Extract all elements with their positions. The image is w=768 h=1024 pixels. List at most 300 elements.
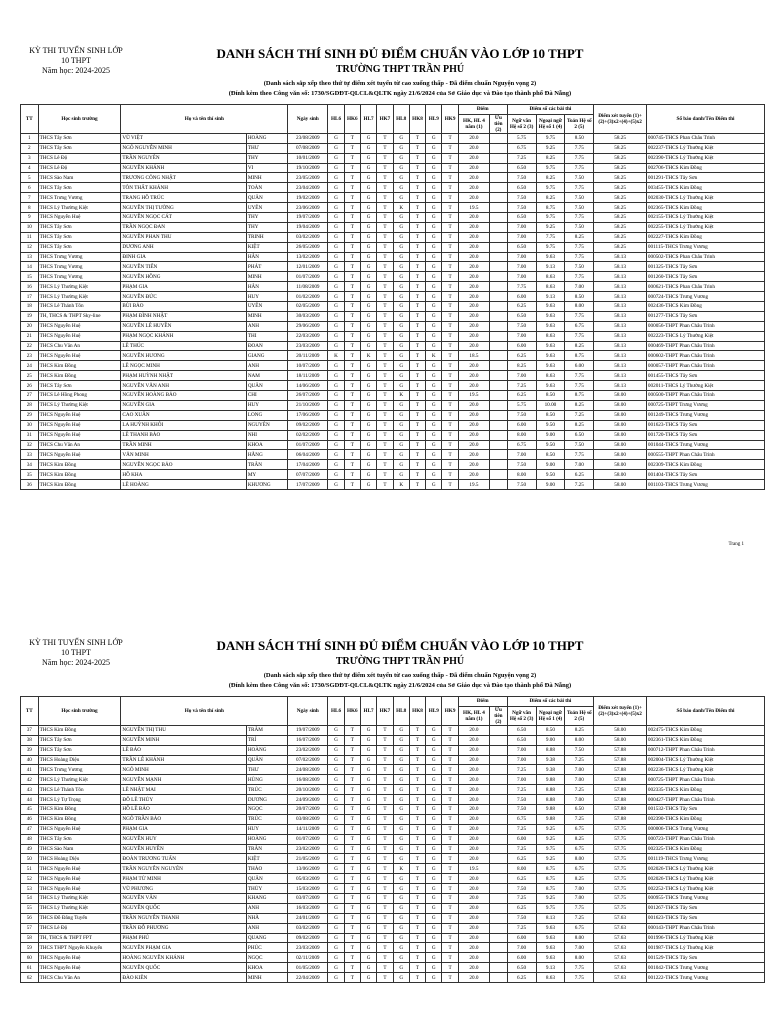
row-school: THCS Nguyễn Huệ [38, 864, 121, 874]
row-firstname: THƯ [246, 765, 287, 775]
row-xettuyen: 57.75 [594, 834, 647, 844]
col-tt: TT [21, 105, 39, 134]
row-hkhl: 20.0 [458, 133, 489, 143]
row-hl8: G [393, 153, 409, 163]
row-toan: 7.25 [565, 480, 594, 490]
table-row [21, 321, 765, 331]
row-hk7: T [377, 282, 393, 292]
row-toan: 8.25 [565, 725, 594, 735]
row-toan: 6.50 [565, 430, 594, 440]
row-firstname: NHI [246, 430, 287, 440]
row-dob: 23/02/2009 [288, 745, 328, 755]
row-xettuyen: 58.25 [594, 213, 647, 223]
row-hkhl: 20.0 [458, 331, 489, 341]
row-hk9: T [442, 143, 458, 153]
row-hl6: G [328, 460, 344, 470]
row-toan: 6.75 [565, 923, 594, 933]
row-hk9: T [442, 973, 458, 983]
row-nguvan: 7.50 [507, 321, 536, 331]
row-sbd: 003455-THCS Kim Đồng [646, 183, 764, 193]
row-hk9: T [442, 834, 458, 844]
table-row [21, 331, 765, 341]
row-hk6: T [344, 361, 360, 371]
row-hl9: G [426, 785, 442, 795]
row-hk6: T [344, 933, 360, 943]
table-row [21, 973, 765, 983]
row-lastname: TRẦN ĐỖ PHƯƠNG [121, 923, 246, 933]
row-firstname: THI [246, 331, 287, 341]
row-toan: 8.00 [565, 854, 594, 864]
row-hl9: G [426, 381, 442, 391]
row-toan: 7.75 [565, 272, 594, 282]
row-hk8: T [409, 805, 425, 815]
row-lastname: PHẠM HUỲNH NHẬT [121, 371, 246, 381]
col-sbd: Số báo danh/Tên Điểm thi [646, 697, 764, 726]
row-hk7: T [377, 973, 393, 983]
row-hk7: T [377, 755, 393, 765]
row-hk9: T [442, 331, 458, 341]
row-hl7: G [360, 262, 376, 272]
row-hl6: G [328, 470, 344, 480]
row-hk8: T [409, 844, 425, 854]
row-lastname: NGUYỄN NGỌC CÁT [121, 213, 246, 223]
row-xettuyen: 57.75 [594, 874, 647, 884]
row-school: THCS Lý Thường Kiệt [38, 282, 121, 292]
row-firstname: KHOA [246, 963, 287, 973]
row-sbd: 000143-THPT Phan Châu Trinh [646, 923, 764, 933]
row-toan: 7.75 [565, 252, 594, 262]
row-hk7: T [377, 133, 393, 143]
row-hl6: G [328, 864, 344, 874]
row-hkhl: 20.0 [458, 420, 489, 430]
row-toan: 6.25 [565, 470, 594, 480]
row-hl9: G [426, 430, 442, 440]
row-sbd: 002390-THCS Kim Đồng [646, 814, 764, 824]
row-school: THCS Tây Sơn [38, 222, 121, 232]
row-hl6: G [328, 302, 344, 312]
row-hk9: T [442, 824, 458, 834]
row-tt: 36 [21, 480, 39, 490]
col-group-thi: Điểm số các bài thi [507, 697, 594, 707]
row-hl7: G [360, 321, 376, 331]
row-hl6: G [328, 183, 344, 193]
col-hk8: HK8 [409, 105, 425, 134]
table-row [21, 864, 765, 874]
row-hk9: T [442, 222, 458, 232]
row-nguvan: 7.50 [507, 173, 536, 183]
row-hk9: T [442, 795, 458, 805]
row-sbd: 000955-THCS Trưng Vương [646, 894, 764, 904]
row-xettuyen: 57.75 [594, 854, 647, 864]
row-hl9: G [426, 973, 442, 983]
col-hk7: HK7 [377, 697, 393, 726]
row-hk6: T [344, 321, 360, 331]
row-hl7: G [360, 460, 376, 470]
row-dob: 01/02/2009 [288, 292, 328, 302]
row-dob: 20/07/2009 [288, 805, 328, 815]
row-hk8: T [409, 222, 425, 232]
row-dob: 02/02/2009 [288, 430, 328, 440]
row-uutien [490, 755, 508, 765]
row-hk6: T [344, 765, 360, 775]
col-ngoaingu: Ngoại ngữ Hệ số 1 (4) [536, 706, 565, 725]
row-xettuyen: 58.00 [594, 400, 647, 410]
row-uutien [490, 440, 508, 450]
row-firstname: HUY [246, 292, 287, 302]
row-hl6: G [328, 913, 344, 923]
row-nguvan: 6.00 [507, 341, 536, 351]
row-toan: 7.00 [565, 894, 594, 904]
row-hl9: G [426, 163, 442, 173]
row-hkhl: 20.0 [458, 302, 489, 312]
row-uutien [490, 213, 508, 223]
row-nguvan: 7.50 [507, 805, 536, 815]
table-row [21, 450, 765, 460]
row-hl9: G [426, 133, 442, 143]
row-hk6: T [344, 163, 360, 173]
row-hk9: T [442, 884, 458, 894]
row-hk6: T [344, 371, 360, 381]
row-hl9: G [426, 894, 442, 904]
row-hk8: T [409, 183, 425, 193]
row-sbd: 001325-THCS Tây Sơn [646, 262, 764, 272]
row-sbd: 001260-THCS Tây Sơn [646, 272, 764, 282]
row-hl7: G [360, 133, 376, 143]
row-hl8: G [393, 450, 409, 460]
row-hl8: G [393, 173, 409, 183]
col-nguvan: Ngữ văn Hệ số 2 (3) [507, 706, 536, 725]
row-uutien [490, 854, 508, 864]
row-ngoaingu: 8.25 [536, 173, 565, 183]
row-dob: 23/05/2009 [288, 173, 328, 183]
row-hk8: T [409, 973, 425, 983]
row-ngoaingu: 9.38 [536, 765, 565, 775]
row-hk8: T [409, 143, 425, 153]
row-hkhl: 20.0 [458, 450, 489, 460]
row-lastname: LA HUỲNH KHÔI [121, 420, 246, 430]
row-hkhl: 20.0 [458, 440, 489, 450]
row-toan: 7.25 [565, 410, 594, 420]
row-hl9: G [426, 450, 442, 460]
row-uutien [490, 420, 508, 430]
row-ngoaingu: 9.25 [536, 143, 565, 153]
row-toan: 7.50 [565, 222, 594, 232]
row-hk6: T [344, 745, 360, 755]
row-tt: 14 [21, 262, 39, 272]
row-hl8: G [393, 183, 409, 193]
row-xettuyen: 58.13 [594, 341, 647, 351]
note-reference: (Đính kèm theo Công văn số: 1730/SGDĐT-QLCL&QLTK ngày 21/6/2024 của Sở Giáo dục và Đào tạo thành phố Đà Nẵng) [228, 90, 572, 97]
row-hl8: G [393, 331, 409, 341]
row-school: THCS Nguyễn Huệ [38, 410, 121, 420]
row-hl9: G [426, 282, 442, 292]
row-school: THCS Lê Thánh Tôn [38, 785, 121, 795]
row-hkhl: 20.0 [458, 943, 489, 953]
row-hl7: G [360, 222, 376, 232]
row-dob: 16/07/2009 [288, 735, 328, 745]
row-toan: 8.25 [565, 400, 594, 410]
row-sbd: 001249-THCS Trưng Vương [646, 410, 764, 420]
row-ngoaingu: 9.00 [536, 480, 565, 490]
row-xettuyen: 58.13 [594, 351, 647, 361]
row-hkhl: 20.0 [458, 765, 489, 775]
row-hl9: G [426, 341, 442, 351]
row-hkhl: 20.0 [458, 844, 489, 854]
row-uutien [490, 232, 508, 242]
row-dob: 07/07/2009 [288, 470, 328, 480]
row-ngoaingu: 8.88 [536, 745, 565, 755]
row-toan: 8.25 [565, 341, 594, 351]
row-hl9: K [426, 351, 442, 361]
row-school: THCS Lý Thường Kiệt [38, 292, 121, 302]
row-uutien [490, 292, 508, 302]
row-uutien [490, 311, 508, 321]
row-nguvan: 6.50 [507, 163, 536, 173]
row-hl6: G [328, 361, 344, 371]
row-firstname: ANH [246, 361, 287, 371]
row-tt: 26 [21, 381, 39, 391]
row-hl6: G [328, 153, 344, 163]
row-ngoaingu: 9.13 [536, 963, 565, 973]
row-tt: 22 [21, 341, 39, 351]
row-hk6: T [344, 213, 360, 223]
row-hl7: G [360, 933, 376, 943]
row-hl9: G [426, 232, 442, 242]
row-hk8: T [409, 311, 425, 321]
table-row [21, 963, 765, 973]
row-firstname: KHOA [246, 440, 287, 450]
row-ngoaingu: 9.13 [536, 292, 565, 302]
row-tt: 16 [21, 282, 39, 292]
row-hkhl: 20.0 [458, 814, 489, 824]
table-row [21, 913, 765, 923]
row-xettuyen: 58.25 [594, 173, 647, 183]
row-tt: 25 [21, 371, 39, 381]
table-row [21, 153, 765, 163]
row-hl9: G [426, 805, 442, 815]
col-group-thi: Điểm số các bài thi [507, 105, 594, 115]
row-hl7: G [360, 272, 376, 282]
row-hl7: G [360, 874, 376, 884]
row-hkhl: 20.0 [458, 252, 489, 262]
col-hk6: HK6 [344, 697, 360, 726]
row-firstname: DƯƠNG [246, 795, 287, 805]
row-nguvan: 7.50 [507, 193, 536, 203]
row-hl6: G [328, 755, 344, 765]
row-school: THCS THPT Nguyễn Khuyến [38, 943, 121, 953]
row-hl6: G [328, 193, 344, 203]
row-hk8: T [409, 242, 425, 252]
table-row [21, 755, 765, 765]
row-hl8: G [393, 163, 409, 173]
row-dob: 09/02/2009 [288, 933, 328, 943]
row-school: THCS Kim Đồng [38, 460, 121, 470]
row-hl8: G [393, 824, 409, 834]
row-hk6: T [344, 440, 360, 450]
row-toan: 7.50 [565, 440, 594, 450]
row-lastname: LÊ THANH BẢO [121, 430, 246, 440]
row-dob: 23/03/2009 [288, 943, 328, 953]
row-hk7: T [377, 725, 393, 735]
row-xettuyen: 57.88 [594, 795, 647, 805]
col-xettuyen: Điểm xét tuyển (1)+(2)+(3)x2+(4)+(5)x2 [594, 697, 647, 726]
row-hk7: T [377, 903, 393, 913]
row-school: THCS Lê Độ [38, 153, 121, 163]
row-hk8: T [409, 913, 425, 923]
row-ngoaingu: 9.63 [536, 361, 565, 371]
row-sbd: 001044-THCS Trưng Vương [646, 440, 764, 450]
row-hk6: T [344, 272, 360, 282]
row-school: THCS Nguyễn Huệ [38, 450, 121, 460]
row-lastname: NGUYỄN HOÀNG BẢO [121, 391, 246, 401]
row-uutien [490, 143, 508, 153]
row-hk9: T [442, 252, 458, 262]
row-dob: 24/09/2009 [288, 795, 328, 805]
row-lastname: NGUYỄN QUỐC [121, 903, 246, 913]
row-toan: 7.50 [565, 173, 594, 183]
row-school: THCS Trưng Vương [38, 765, 121, 775]
row-hl7: G [360, 381, 376, 391]
row-nguvan: 8.25 [507, 361, 536, 371]
row-hk8: T [409, 430, 425, 440]
row-hk9: T [442, 232, 458, 242]
school-year: Năm học: 2024-2025 [42, 658, 110, 667]
row-hl8: G [393, 874, 409, 884]
row-hk9: T [442, 193, 458, 203]
row-uutien [490, 973, 508, 983]
row-hk6: T [344, 864, 360, 874]
school-year: Năm học: 2024-2025 [42, 66, 110, 75]
row-xettuyen: 58.00 [594, 391, 647, 401]
row-uutien [490, 933, 508, 943]
row-hl8: K [393, 480, 409, 490]
row-uutien [490, 795, 508, 805]
row-hl8: G [393, 400, 409, 410]
row-hl9: G [426, 755, 442, 765]
row-hk8: T [409, 745, 425, 755]
row-school: THCS Kim Đồng [38, 371, 121, 381]
table-row [21, 765, 765, 775]
row-hl7: G [360, 143, 376, 153]
row-tt: 15 [21, 272, 39, 282]
table-row [21, 480, 765, 490]
row-hl7: G [360, 232, 376, 242]
row-toan: 7.25 [565, 755, 594, 765]
row-firstname: NGỌC [246, 953, 287, 963]
row-xettuyen: 58.00 [594, 440, 647, 450]
row-school: THCS Kim Đồng [38, 361, 121, 371]
row-hl9: G [426, 884, 442, 894]
row-hk9: T [442, 470, 458, 480]
row-school: THCS Lý Thường Kiệt [38, 775, 121, 785]
row-ngoaingu: 8.50 [536, 391, 565, 401]
row-xettuyen: 57.88 [594, 814, 647, 824]
row-uutien [490, 963, 508, 973]
row-hk8: T [409, 795, 425, 805]
row-uutien [490, 785, 508, 795]
row-hl6: G [328, 213, 344, 223]
row-hk7: T [377, 153, 393, 163]
row-lastname: TRẦN NGUYÊN [121, 153, 246, 163]
row-hkhl: 20.0 [458, 854, 489, 864]
row-hl8: G [393, 252, 409, 262]
row-hl7: G [360, 480, 376, 490]
row-hl8: G [393, 844, 409, 854]
row-lastname: TRẦN NGỌC ĐAN [121, 222, 246, 232]
row-school: THCS Nguyễn Huệ [38, 321, 121, 331]
row-hk9: T [442, 391, 458, 401]
row-hk9: T [442, 262, 458, 272]
row-firstname: GIANG [246, 351, 287, 361]
row-sbd: 002237-THCS Lý Thường Kiệt [646, 143, 764, 153]
row-sbd: 000724-THCS Trưng Vương [646, 292, 764, 302]
row-hl6: G [328, 282, 344, 292]
row-dob: 14/11/2009 [288, 824, 328, 834]
row-xettuyen: 58.25 [594, 203, 647, 213]
row-ngoaingu: 9.75 [536, 844, 565, 854]
row-firstname: VI [246, 163, 287, 173]
row-toan: 7.00 [565, 460, 594, 470]
row-tt: 45 [21, 805, 39, 815]
row-hk6: T [344, 193, 360, 203]
row-lastname: BÙI BẢO [121, 302, 246, 312]
row-nguvan: 7.00 [507, 450, 536, 460]
col-hl7: HL7 [360, 105, 376, 134]
row-hl9: G [426, 311, 442, 321]
row-hk8: T [409, 933, 425, 943]
row-toan: 7.00 [565, 884, 594, 894]
row-hk7: T [377, 222, 393, 232]
table-row [21, 311, 765, 321]
row-hk8: T [409, 400, 425, 410]
row-tt: 18 [21, 302, 39, 312]
row-lastname: TRƯƠNG CÔNG NHẬT [121, 173, 246, 183]
row-lastname: PHẠM NGỌC KHÁNH [121, 331, 246, 341]
row-hl7: G [360, 163, 376, 173]
col-hkhl: HK, HL 4 năm (1) [458, 114, 489, 133]
table-row [21, 173, 765, 183]
row-hl6: G [328, 252, 344, 262]
row-sbd: 002004-THCS Lý Thường Kiệt [646, 755, 764, 765]
row-hkhl: 20.0 [458, 341, 489, 351]
row-uutien [490, 381, 508, 391]
row-school: THCS Nguyễn Huệ [38, 963, 121, 973]
row-toan: 7.75 [565, 973, 594, 983]
row-xettuyen: 58.13 [594, 311, 647, 321]
row-sbd: 002361-THCS Kim Đồng [646, 735, 764, 745]
row-hk8: T [409, 963, 425, 973]
row-hl6: G [328, 262, 344, 272]
row-hl7: G [360, 775, 376, 785]
row-toan: 6.50 [565, 805, 594, 815]
row-ngoaingu: 8.63 [536, 973, 565, 983]
row-nguvan: 7.00 [507, 262, 536, 272]
row-uutien [490, 361, 508, 371]
row-lastname: NGUYỄN KHÁNH [121, 163, 246, 173]
row-hl8: G [393, 923, 409, 933]
row-tt: 29 [21, 410, 39, 420]
row-dob: 24/01/2009 [288, 913, 328, 923]
row-hl6: G [328, 745, 344, 755]
row-hl9: G [426, 213, 442, 223]
row-hl8: G [393, 430, 409, 440]
col-hkhl: HK, HL 4 năm (1) [458, 706, 489, 725]
row-ngoaingu: 9.25 [536, 824, 565, 834]
row-hk7: T [377, 292, 393, 302]
table-row [21, 903, 765, 913]
row-toan: 7.50 [565, 203, 594, 213]
row-school: THCS Hoàng Diệu [38, 755, 121, 765]
